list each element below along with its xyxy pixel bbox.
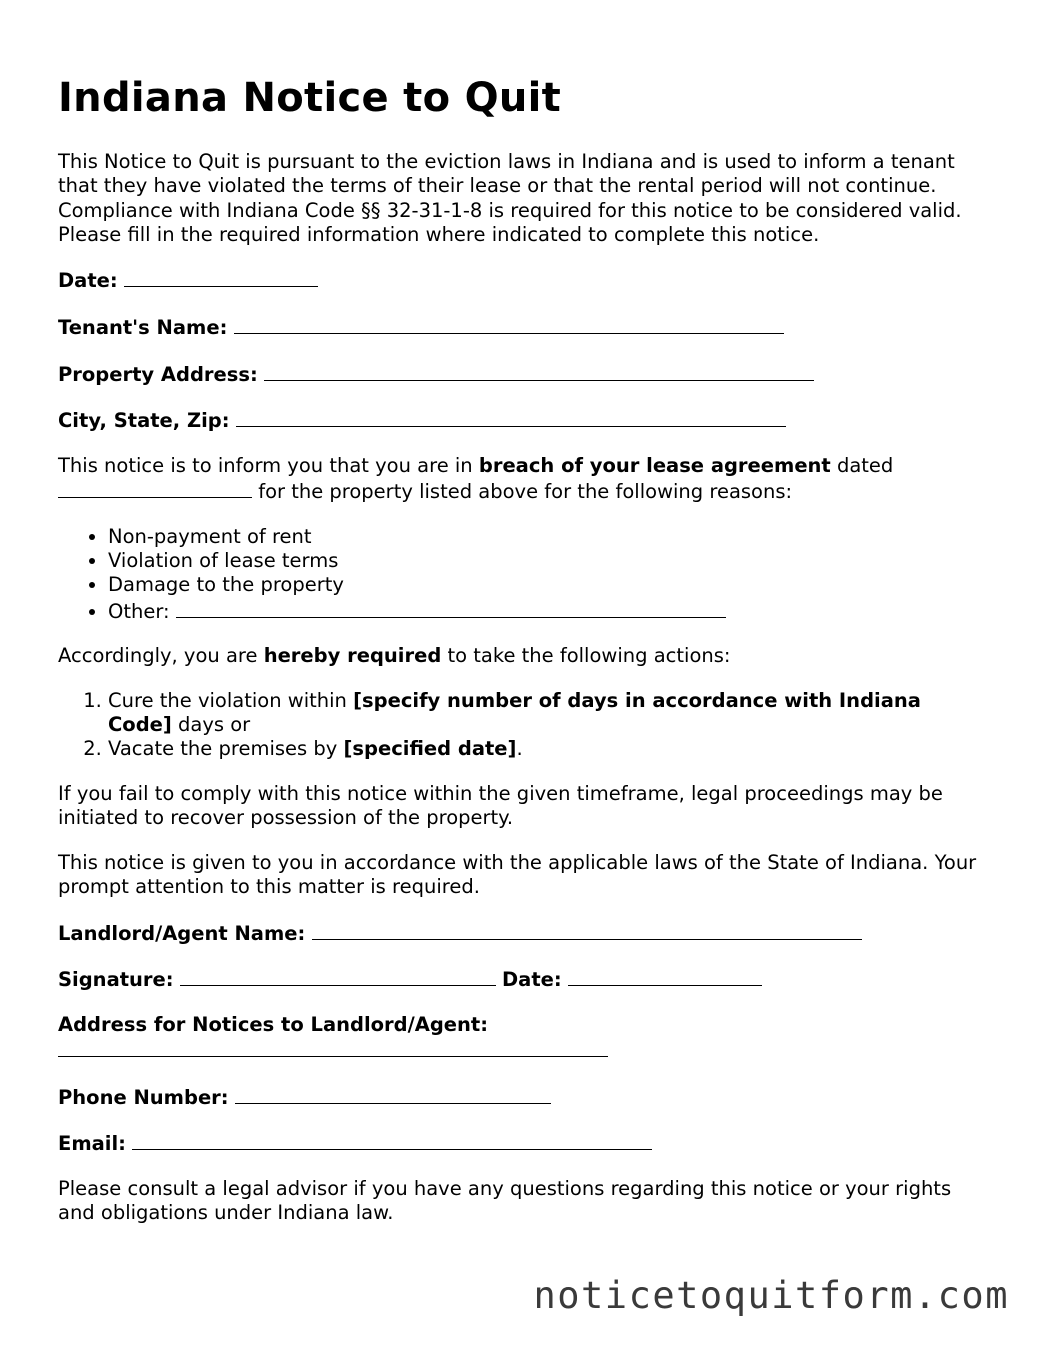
- city-state-zip-label: City, State, Zip:: [58, 409, 230, 433]
- action-text-after: .: [516, 737, 523, 761]
- actions-intro-before: Accordingly, you are: [58, 644, 264, 668]
- accordance-paragraph: This notice is given to you in accordance with the applicable laws of the State of Indiana. Your prompt attention to this matter is required.: [58, 850, 977, 899]
- city-state-zip-field: [58, 407, 988, 433]
- landlord-name-label: Landlord/Agent Name:: [58, 921, 306, 945]
- list-item: [108, 737, 988, 761]
- list-item: • Damage to the property: [108, 573, 988, 597]
- lease-date-blank[interactable]: [58, 478, 252, 498]
- fail-paragraph: If you fail to comply with this notice within the given timeframe, legal proceedings may be initiated to recover possession of the property.: [58, 782, 943, 830]
- action-text: Vacate the premises by: [108, 737, 344, 761]
- intro-paragraph: This Notice to Quit is pursuant to the eviction laws in Indiana and is used to inform a tenant that they have violated the terms of their lease or that the rental period will not continue. Compliance with Indiana Code §§ 32-31-1-8 is required for this notice to be considered valid. Please fill in the required information where indicated to complete this notice.: [58, 150, 962, 246]
- property-address-blank[interactable]: [264, 361, 814, 381]
- actions-intro-after: to take the following actions:: [441, 644, 731, 668]
- landlord-name-blank[interactable]: [312, 920, 862, 940]
- reasons-list: [58, 525, 988, 624]
- action-text-after: days or: [171, 713, 251, 737]
- date-blank[interactable]: [124, 267, 318, 287]
- other-reason-blank[interactable]: [176, 598, 726, 618]
- phone-blank[interactable]: [235, 1084, 551, 1104]
- signature-field: [58, 966, 988, 992]
- email-field: [58, 1130, 988, 1156]
- action-text: Cure the violation within: [108, 688, 354, 712]
- phone-label: Phone Number:: [58, 1085, 229, 1109]
- breach-text-before: This notice is to inform you that you are in: [58, 453, 479, 477]
- city-state-zip-blank[interactable]: [236, 407, 786, 427]
- page-title: Indiana Notice to Quit: [58, 75, 562, 121]
- address-notices-label: Address for Notices to Landlord/Agent:: [58, 1012, 489, 1036]
- email-label: Email:: [58, 1132, 126, 1156]
- other-label: Other:: [108, 599, 170, 623]
- signature-blank[interactable]: [180, 966, 496, 986]
- breach-bold: breach of your lease agreement: [478, 453, 831, 477]
- closing-paragraph: Please consult a legal advisor if you have any questions regarding this notice or your rights and obligations under Indiana law.: [58, 1177, 952, 1225]
- landlord-name-field: [58, 920, 988, 946]
- tenant-name-label: Tenant's Name:: [58, 316, 228, 340]
- notice-document: [58, 72, 988, 1246]
- watermark: noticetoquitform.com: [533, 1274, 1009, 1317]
- tenant-name-blank[interactable]: [234, 314, 784, 334]
- property-address-field: [58, 361, 988, 387]
- property-address-label: Property Address:: [58, 362, 258, 386]
- list-item: [108, 689, 988, 738]
- breach-paragraph: [58, 454, 988, 505]
- actions-intro: [58, 644, 988, 668]
- phone-field: [58, 1084, 988, 1110]
- date-field: [58, 267, 988, 293]
- signature-date-blank[interactable]: [568, 966, 762, 986]
- tenant-name-field: [58, 314, 988, 340]
- address-notices-blank[interactable]: [58, 1037, 608, 1057]
- address-notices-field: [58, 1013, 988, 1064]
- signature-date-label: Date:: [501, 968, 562, 992]
- list-item-other: [108, 598, 988, 624]
- actions-intro-bold: hereby required: [263, 644, 442, 668]
- email-blank[interactable]: [132, 1130, 652, 1150]
- breach-text-after-bold: dated: [830, 453, 894, 477]
- list-item: • Non-payment of rent: [108, 525, 988, 549]
- action-bold: [specify number of days in accordance with Indiana Code]: [108, 688, 921, 737]
- signature-label: Signature:: [58, 968, 174, 992]
- action-bold: [specified date]: [343, 737, 517, 761]
- breach-text-after-blank: for the property listed above for the following reasons:: [252, 480, 793, 504]
- list-item: • Violation of lease terms: [108, 549, 988, 573]
- date-label: Date:: [58, 269, 118, 293]
- actions-list: [58, 689, 988, 762]
